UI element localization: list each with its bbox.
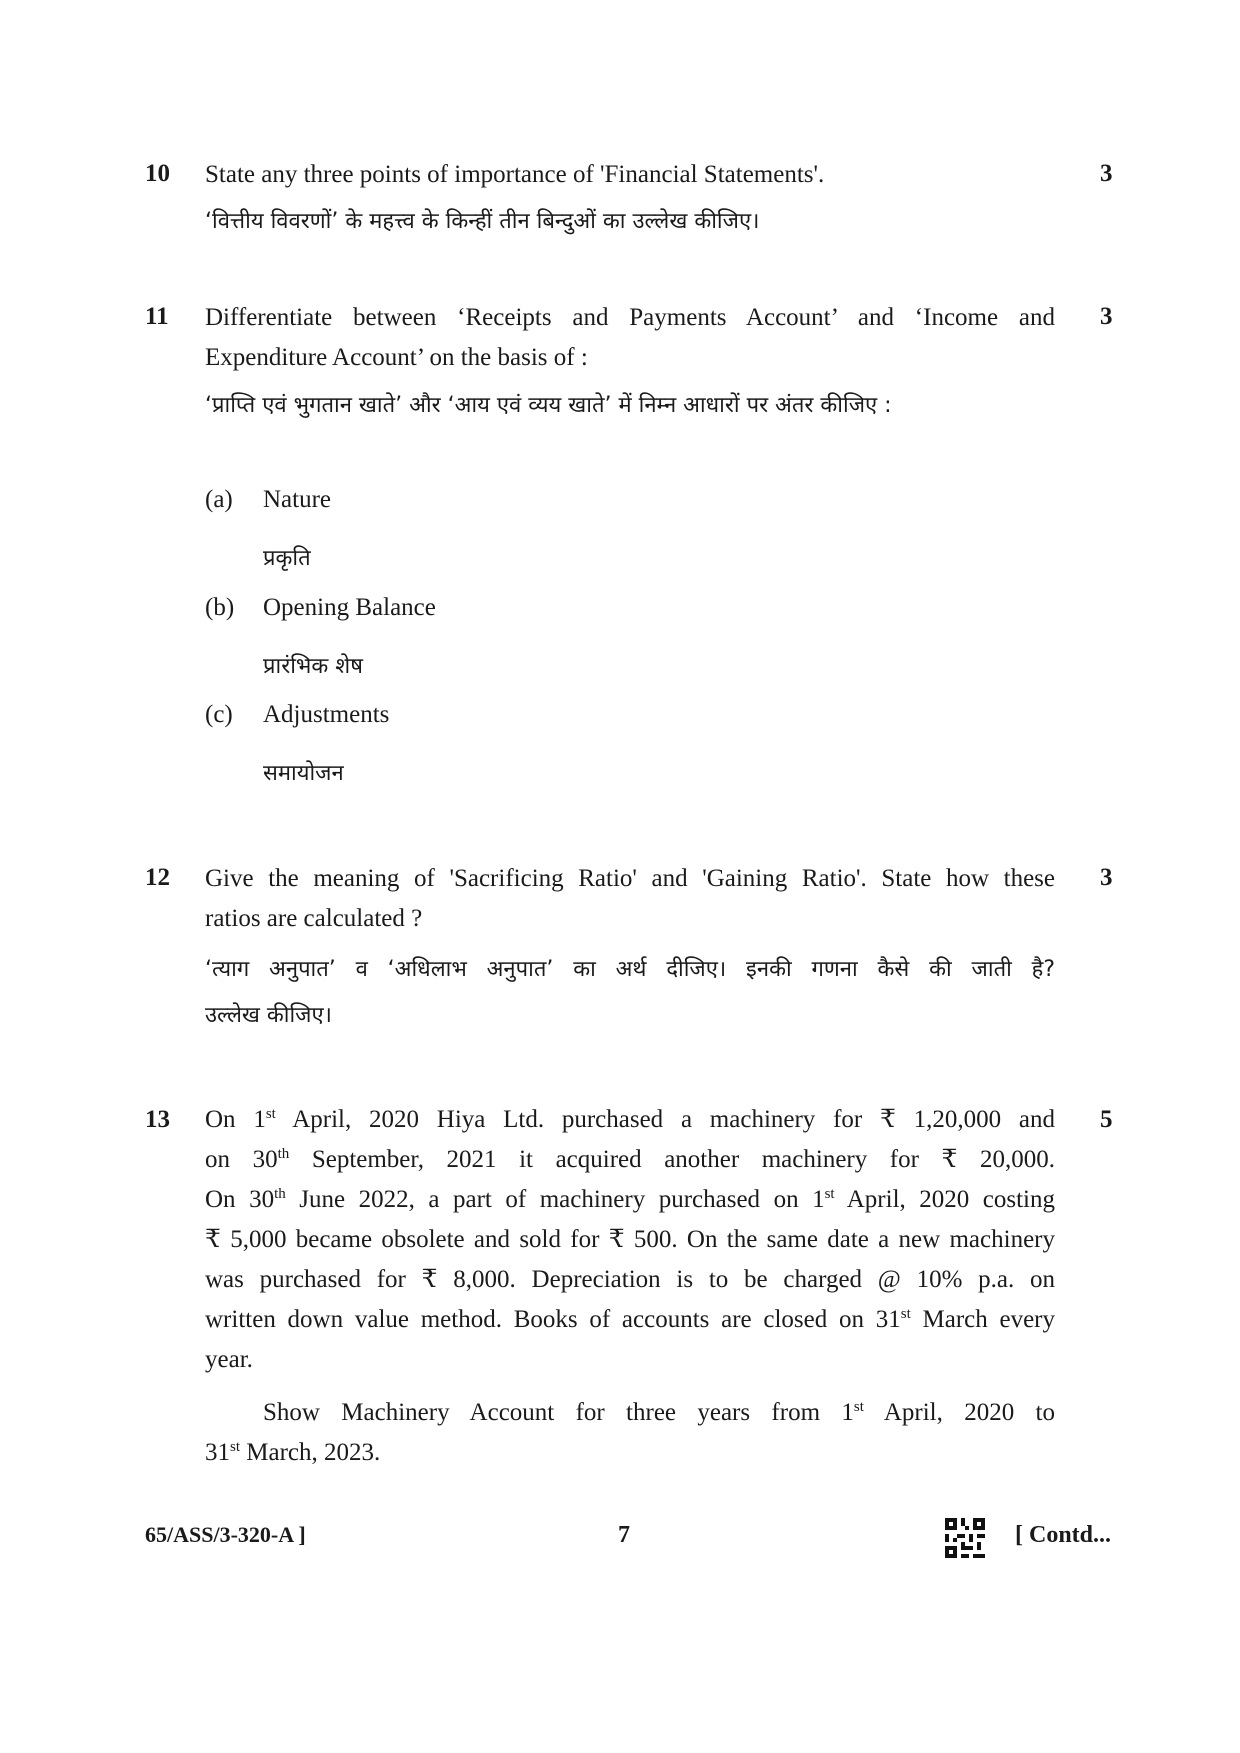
question-10-marks: 3 [1100, 160, 1113, 187]
question-11-number: 11 [145, 303, 169, 330]
question-12-number: 12 [145, 864, 170, 891]
option-a-hindi: प्रकृति [263, 546, 311, 571]
question-13-line1: On 1st April, 2020 Hiya Ltd. purchased a machinery for ₹ 1,20,000 and [205, 1106, 1055, 1133]
option-b-text: Opening Balance [263, 594, 436, 621]
question-13-line9: 31st March, 2023. [205, 1439, 381, 1466]
option-b-label: (b) [205, 594, 235, 621]
question-13-line8: Show Machinery Account for three years from 1st April, 2020 to [263, 1399, 1055, 1426]
question-12-hindi-line1: ‘त्याग अनुपात’ व ‘अधिलाभ अनुपात’ का अर्थ दीजिए। इनकी गणना कैसे की जाती है? [205, 957, 1055, 982]
question-10-hindi: ‘वित्तीय विवरणों’ के महत्त्व के किन्हीं तीन बिन्दुओं का उल्लेख कीजिए। [205, 209, 760, 234]
question-10-text: State any three points of importance of 'Financial Statements'. [205, 161, 825, 188]
question-13-line2: on 30th September, 2021 it acquired another machinery for ₹ 20,000. [205, 1146, 1056, 1173]
continued-label: [ Contd... [1015, 1522, 1112, 1548]
question-12-text-line2: ratios are calculated ? [205, 905, 423, 932]
option-a-text: Nature [263, 486, 332, 513]
question-11-hindi: ‘प्राप्ति एवं भुगतान खाते’ और ‘आय एवं व्यय खाते’ में निम्न आधारों पर अंतर कीजिए : [205, 393, 892, 418]
question-13-number: 13 [145, 1106, 170, 1133]
option-c-text: Adjustments [263, 701, 390, 728]
question-12-marks: 3 [1100, 864, 1113, 891]
paper-code: 65/ASS/3-320-A ] [145, 1522, 306, 1547]
question-13-line4: ₹ 5,000 became obsolete and sold for ₹ 500. On the same date a new machinery [205, 1226, 1055, 1253]
option-c-hindi: समायोजन [263, 761, 344, 786]
option-c-label: (c) [205, 701, 233, 728]
question-13-line7: year. [205, 1346, 253, 1373]
option-b-hindi: प्रारंभिक शेष [263, 654, 363, 679]
question-11-text-line1: Differentiate between ‘Receipts and Payments Account’ and ‘Income and [205, 304, 1055, 331]
page-number: 7 [618, 1522, 630, 1548]
question-13-line3: On 30th June 2022, a part of machinery purchased on 1st April, 2020 costing [205, 1186, 1056, 1213]
question-13-line5: was purchased for ₹ 8,000. Depreciation is to be charged @ 10% p.a. on [205, 1266, 1055, 1293]
question-10-number: 10 [145, 160, 170, 187]
question-13-marks: 5 [1100, 1106, 1113, 1133]
question-13-line6: written down value method. Books of accounts are closed on 31st March every [205, 1306, 1055, 1333]
qr-code-icon [945, 1518, 985, 1558]
option-a-label: (a) [205, 486, 233, 513]
question-11-text-line2: Expenditure Account’ on the basis of : [205, 344, 588, 371]
question-11-marks: 3 [1100, 303, 1113, 330]
question-12-text-line1: Give the meaning of 'Sacrificing Ratio' and 'Gaining Ratio'. State how these [205, 865, 1055, 892]
question-12-hindi-line2: उल्लेख कीजिए। [205, 1003, 333, 1028]
